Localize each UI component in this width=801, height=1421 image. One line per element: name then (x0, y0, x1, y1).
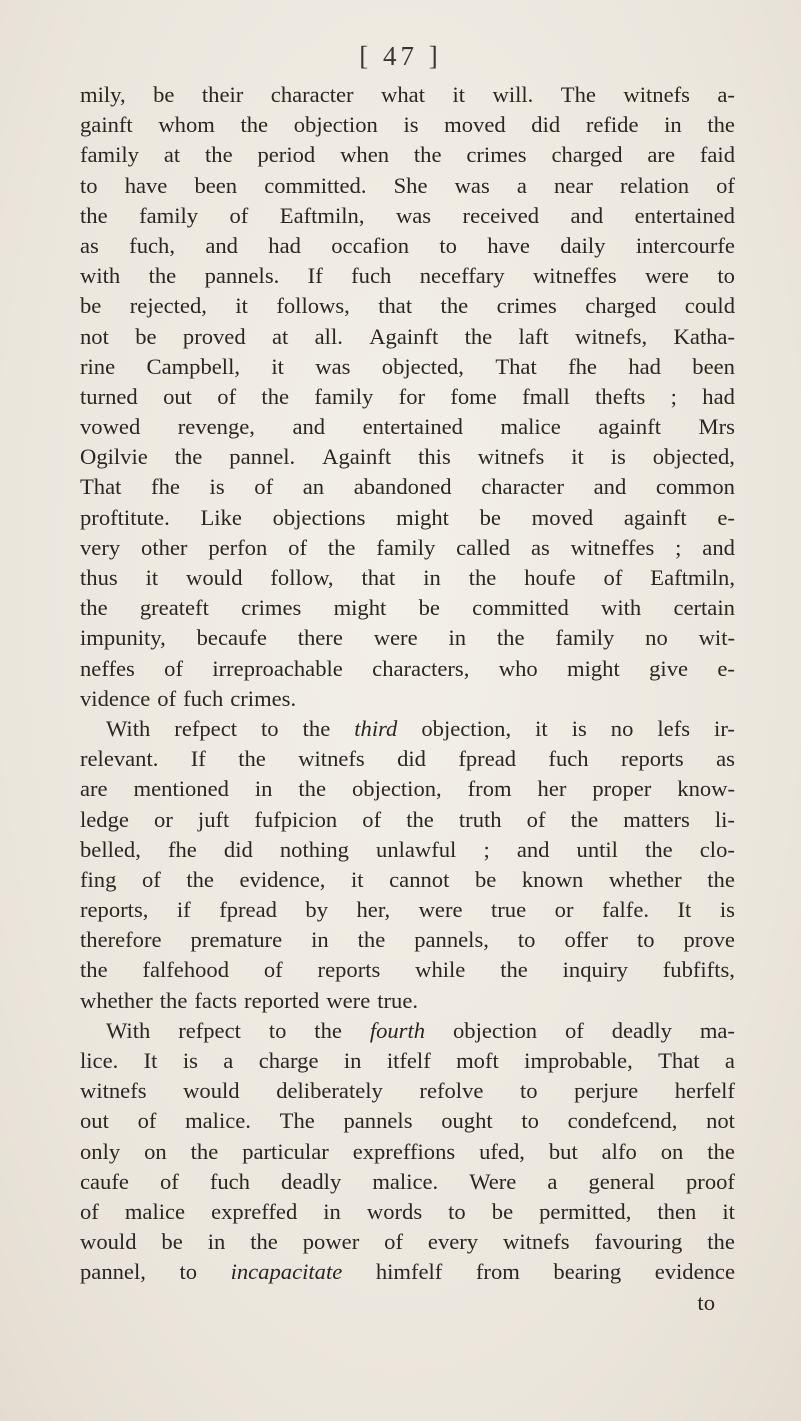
catchword: to (697, 1289, 715, 1315)
text-line: That fhe is of an abandoned character and common (80, 474, 735, 500)
text-line: proftitute. Like objections might be moved againft e- (80, 504, 735, 530)
text-line: caufe of fuch deadly malice. Were a general proof (80, 1168, 735, 1194)
text-line: belled, fhe did nothing unlawful ; and until the clo- (80, 836, 735, 862)
text-line: to have been committed. She was a near relation of (80, 172, 735, 198)
text-line: as fuch, and had occafion to have daily intercourfe (80, 232, 735, 258)
text-line: witnefs would deliberately refolve to perjure herfelf (80, 1078, 735, 1104)
text-line: ledge or juft fufpicion of the truth of the matters li- (80, 806, 735, 832)
text-line: with the pannels. If fuch neceffary witneffes were to (80, 263, 735, 289)
text-line: be rejected, it follows, that the crimes charged could (80, 293, 735, 319)
text-line: the falfehood of reports while the inquiry fubfifts, (80, 957, 735, 983)
text-line: the family of Eaftmiln, was received and entertained (80, 202, 735, 228)
text-line: only on the particular expreffions ufed, but alfo on the (80, 1138, 735, 1164)
text-line: whether the facts reported were true. (80, 987, 419, 1013)
text-line: pannel, to incapacitate himfelf from bearing evidence (80, 1259, 735, 1285)
text-line: impunity, becaufe there were in the family no wit- (80, 625, 735, 651)
text-line: vidence of fuch crimes. (80, 685, 297, 711)
text-line: gainft whom the objection is moved did refide in the (80, 112, 735, 138)
text-line: Ogilvie the pannel. Againft this witnefs it is objected, (80, 444, 735, 470)
text-line: out of malice. The pannels ought to condefcend, not (80, 1108, 735, 1134)
text-line: family at the period when the crimes charged are faid (80, 142, 735, 168)
text-line: reports, if fpread by her, were true or falfe. It is (80, 897, 735, 923)
text-line: very other perfon of the family called as witneffes ; and (80, 534, 735, 560)
text-line: fing of the evidence, it cannot be known whether the (80, 866, 735, 892)
text-line: With refpect to the fourth objection of deadly ma- (106, 1017, 735, 1043)
text-line: are mentioned in the objection, from her proper know- (80, 776, 735, 802)
text-line: the greateft crimes might be committed with certain (80, 595, 735, 621)
text-line: With refpect to the third objection, it is no lefs ir- (106, 715, 735, 741)
text-line: mily, be their character what it will. The witnefs a- (80, 82, 735, 107)
text-line: thus it would follow, that in the houfe of Eaftmiln, (80, 565, 735, 590)
text-line: therefore premature in the pannels, to offer to prove (80, 927, 735, 953)
text-line: would be in the power of every witnefs favouring the (80, 1229, 735, 1255)
text-line: not be proved at all. Againft the laft witnefs, Katha- (80, 323, 735, 349)
text-line: relevant. If the witnefs did fpread fuch reports as (80, 746, 735, 772)
text-line: of malice expreffed in words to be permitted, then it (80, 1198, 735, 1224)
text-line: turned out of the family for fome fmall thefts ; had (80, 383, 735, 409)
text-line: lice. It is a charge in itfelf moft improbable, That a (80, 1048, 735, 1073)
text-line: vowed revenge, and entertained malice againft Mrs (80, 414, 735, 440)
body-text (80, 80, 735, 1318)
text-line: neffes of irreproachable characters, who might give e- (80, 655, 735, 681)
page-number: [ 47 ] (359, 41, 442, 71)
text-line: rine Campbell, it was objected, That fhe had been (80, 353, 735, 379)
